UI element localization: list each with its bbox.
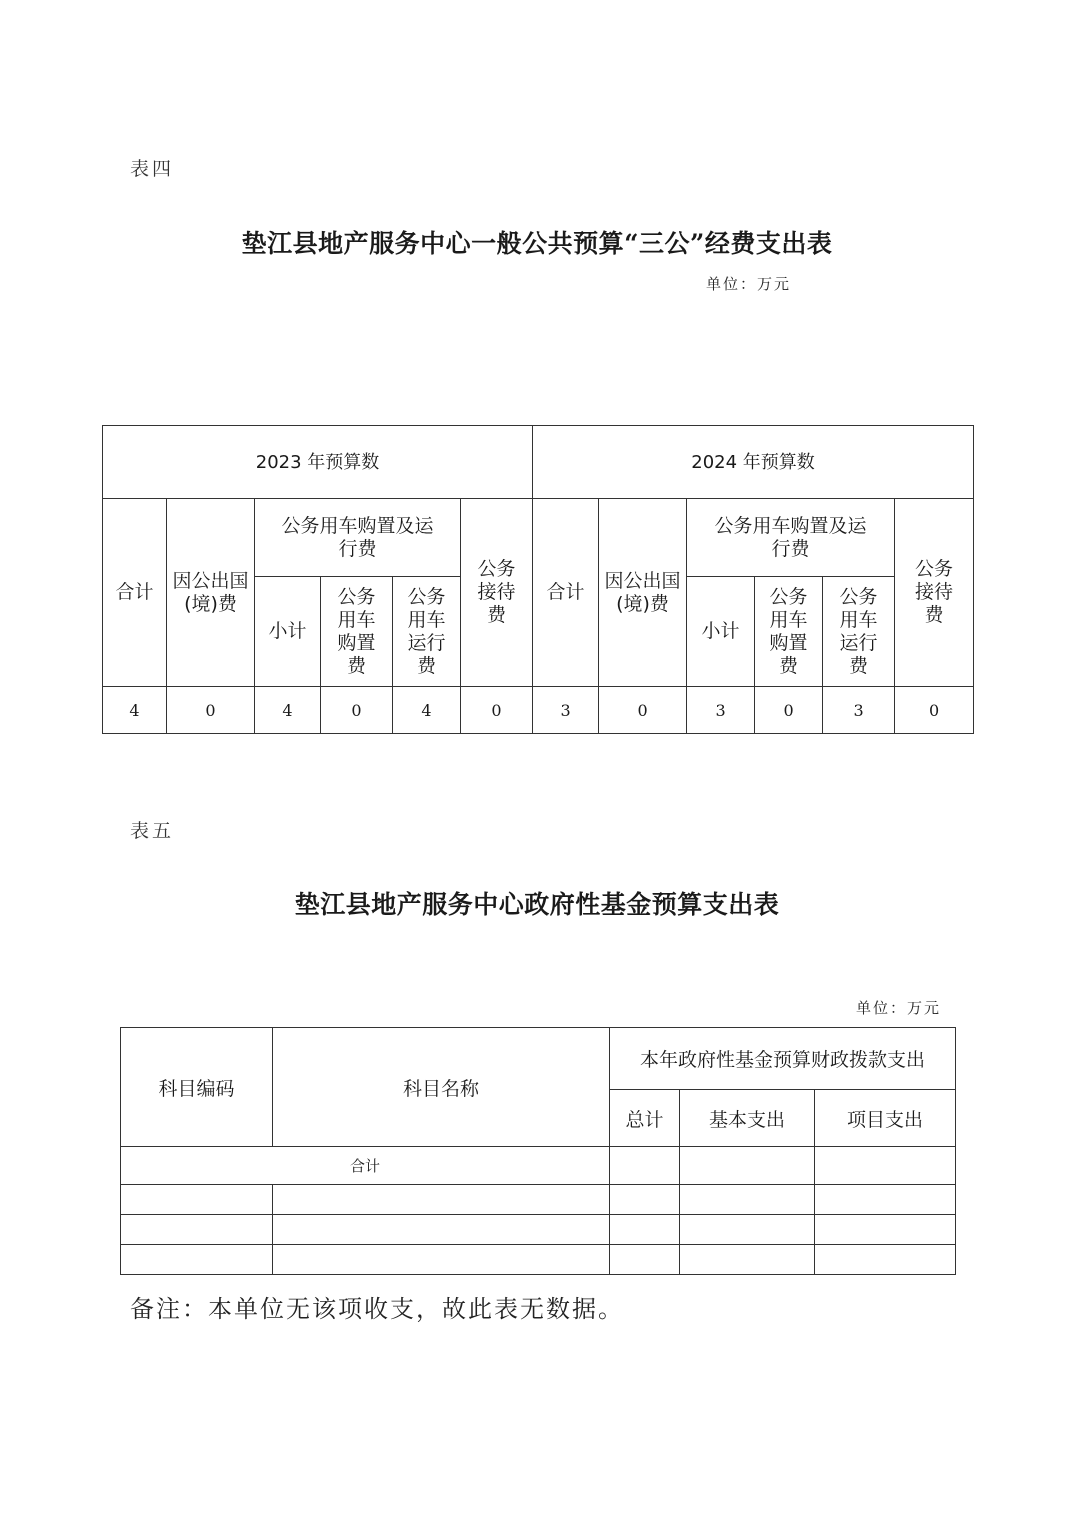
subtotal-header: 小计 (687, 577, 755, 687)
empty-cell (273, 1215, 610, 1245)
empty-cell (815, 1147, 956, 1185)
vehicle-header: 公务用车购置及运行费 (255, 499, 461, 577)
empty-cell (610, 1245, 680, 1275)
reception-header: 公务接待费 (895, 499, 974, 687)
value-cell: 0 (167, 687, 255, 734)
empty-cell (273, 1245, 610, 1275)
table5-unit: 单位：万元 (856, 999, 942, 1017)
empty-cell (680, 1215, 815, 1245)
vehicle-purchase-header: 公务用车购置费 (755, 577, 823, 687)
value-cell: 0 (321, 687, 393, 734)
fund-expenditure-header: 本年政府性基金预算财政拨款支出 (610, 1028, 956, 1090)
empty-cell (815, 1245, 956, 1275)
table-row (121, 1185, 956, 1215)
table5-title: 垫江县地产服务中心政府性基金预算支出表 (294, 890, 780, 919)
remark-note: 备注：本单位无该项收支，故此表无数据。 (130, 1295, 624, 1323)
reception-header: 公务接待费 (461, 499, 533, 687)
basic-expenditure-header: 基本支出 (680, 1090, 815, 1147)
table4-label: 表四 (130, 158, 175, 180)
grand-total-header: 总计 (610, 1090, 680, 1147)
year-2024-header: 2024 年预算数 (533, 426, 974, 499)
empty-cell (610, 1185, 680, 1215)
value-cell: 0 (599, 687, 687, 734)
table-row (121, 1245, 956, 1275)
empty-cell (680, 1185, 815, 1215)
subject-code-header: 科目编码 (121, 1028, 273, 1147)
value-cell: 3 (687, 687, 755, 734)
value-cell: 4 (255, 687, 321, 734)
table4-title: 垫江县地产服务中心一般公共预算“三公”经费支出表 (241, 229, 833, 258)
vehicle-operation-header: 公务用车运行费 (393, 577, 461, 687)
vehicle-header: 公务用车购置及运行费 (687, 499, 895, 577)
empty-cell (680, 1245, 815, 1275)
empty-cell (121, 1215, 273, 1245)
total-row-label: 合计 (121, 1147, 610, 1185)
value-cell: 4 (103, 687, 167, 734)
value-cell: 3 (823, 687, 895, 734)
vehicle-operation-header: 公务用车运行费 (823, 577, 895, 687)
value-cell: 0 (895, 687, 974, 734)
government-fund-table (120, 1027, 956, 1275)
subject-name-header: 科目名称 (273, 1028, 610, 1147)
travel-abroad-header: 因公出国(境)费 (599, 499, 687, 687)
year-2023-header: 2023 年预算数 (103, 426, 533, 499)
empty-cell (121, 1185, 273, 1215)
project-expenditure-header: 项目支出 (815, 1090, 956, 1147)
table5-label: 表五 (130, 820, 175, 842)
table4-unit: 单位：万元 (706, 275, 792, 293)
three-public-expenses-table (102, 425, 974, 734)
value-cell: 3 (533, 687, 599, 734)
value-cell: 0 (755, 687, 823, 734)
subtotal-header: 小计 (255, 577, 321, 687)
empty-cell (121, 1245, 273, 1275)
total-header: 合计 (533, 499, 599, 687)
empty-cell (610, 1215, 680, 1245)
value-cell: 0 (461, 687, 533, 734)
empty-cell (273, 1185, 610, 1215)
empty-cell (815, 1185, 956, 1215)
vehicle-purchase-header: 公务用车购置费 (321, 577, 393, 687)
table-row (121, 1215, 956, 1245)
empty-cell (680, 1147, 815, 1185)
value-cell: 4 (393, 687, 461, 734)
total-header: 合计 (103, 499, 167, 687)
travel-abroad-header: 因公出国(境)费 (167, 499, 255, 687)
empty-cell (815, 1215, 956, 1245)
empty-cell (610, 1147, 680, 1185)
